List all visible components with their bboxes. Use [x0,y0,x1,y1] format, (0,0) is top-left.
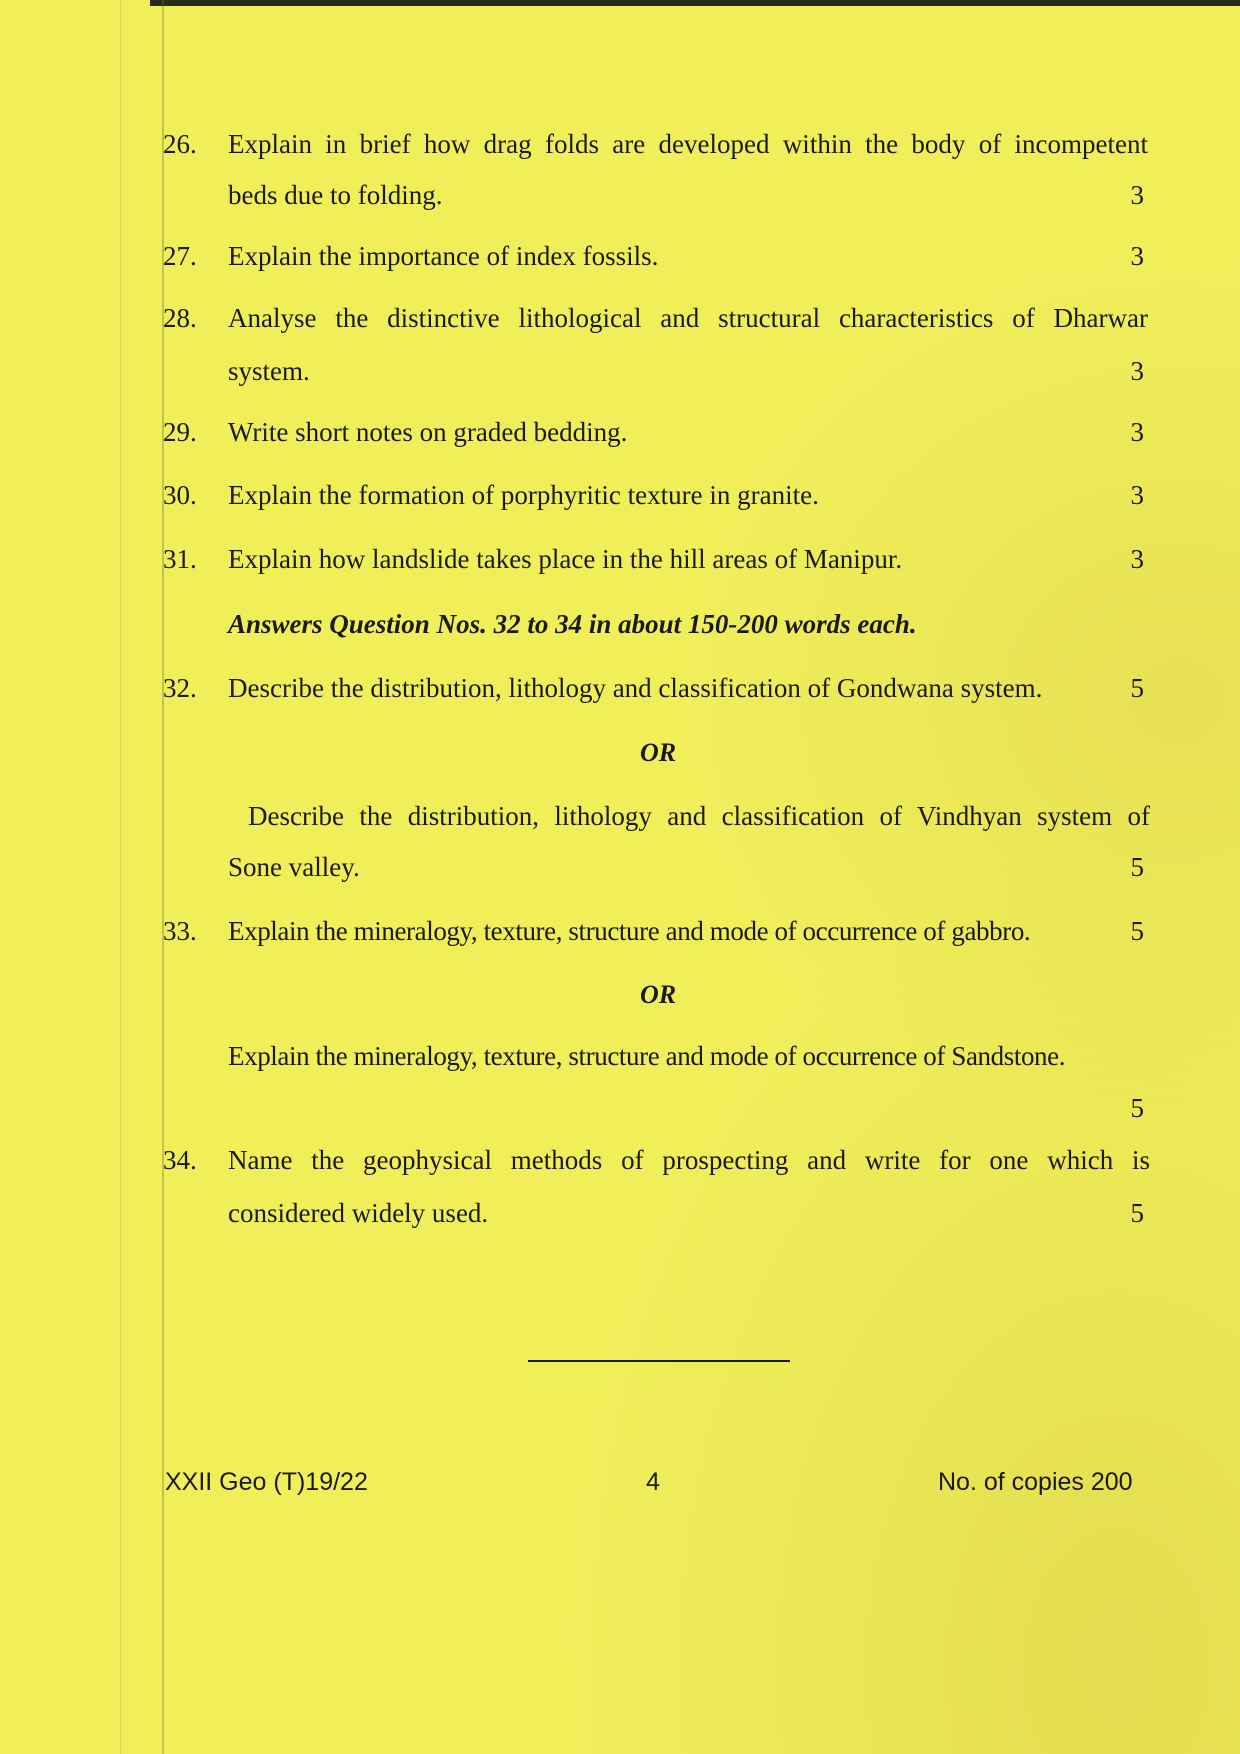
footer-paper-code: XXII Geo (T)19/22 [165,1468,368,1496]
question-text-line-1: Explain the mineralogy, texture, structure and mode of occurrence of Sandstone. [228,1041,1066,1071]
question-marks: 5 [1130,916,1144,946]
question-marks: 3 [1130,417,1144,447]
question-text-line-2: Sone valley. [228,852,360,882]
section-instruction: Answers Question Nos. 32 to 34 in about 150-200 words each. [228,609,917,639]
question-number: 31. [163,544,197,574]
question-text-line-2: system. [228,356,310,386]
question-number: 28. [163,303,197,333]
or-label: OR [639,980,677,1009]
question-text-line-1: Describe the distribution, lithology and classification of Vindhyan system of [248,801,1150,831]
top-border [150,0,1240,6]
question-text-line-1: Explain how landslide takes place in the hill areas of Manipur. [228,544,903,574]
question-number: 33. [163,916,197,946]
question-marks: 3 [1130,180,1144,210]
question-text-line-1: Explain in brief how drag folds are developed within the body of incompetent [228,129,1148,159]
question-marks: 5 [1130,852,1144,882]
question-number: 27. [163,241,197,271]
question-text-line-2: considered widely used. [228,1198,489,1228]
footer-page-number: 4 [646,1468,660,1496]
question-marks: 5 [1130,1198,1144,1228]
question-marks: 3 [1130,241,1144,271]
question-text-line-1: Analyse the distinctive lithological and structural characteristics of Dharwar [228,303,1148,333]
question-text-line-1: Explain the formation of porphyritic texture in granite. [228,480,819,510]
or-label: OR [639,738,677,767]
question-text-line-1: Explain the mineralogy, texture, structure and mode of occurrence of gabbro. [228,916,1031,946]
question-number: 32. [163,673,197,703]
question-marks: 3 [1130,480,1144,510]
end-separator-line [528,1360,790,1362]
left-margin-rule-faint [120,0,121,1754]
question-marks: 3 [1130,356,1144,386]
question-text-line-1: Name the geophysical methods of prospecting and write for one which is [228,1145,1150,1175]
question-number: 30. [163,480,197,510]
question-text-line-1: Describe the distribution, lithology and classification of Gondwana system. [228,673,1043,703]
question-text-line-1: Write short notes on graded bedding. [228,417,628,447]
question-marks: 5 [1130,1093,1144,1123]
question-number: 34. [163,1145,197,1175]
question-text-line-2: beds due to folding. [228,180,443,210]
question-marks: 3 [1130,544,1144,574]
question-number: 29. [163,417,197,447]
question-marks: 5 [1130,673,1144,703]
question-text-line-1: Explain the importance of index fossils. [228,241,659,271]
footer-copies: No. of copies 200 [938,1468,1133,1496]
question-number: 26. [163,129,197,159]
